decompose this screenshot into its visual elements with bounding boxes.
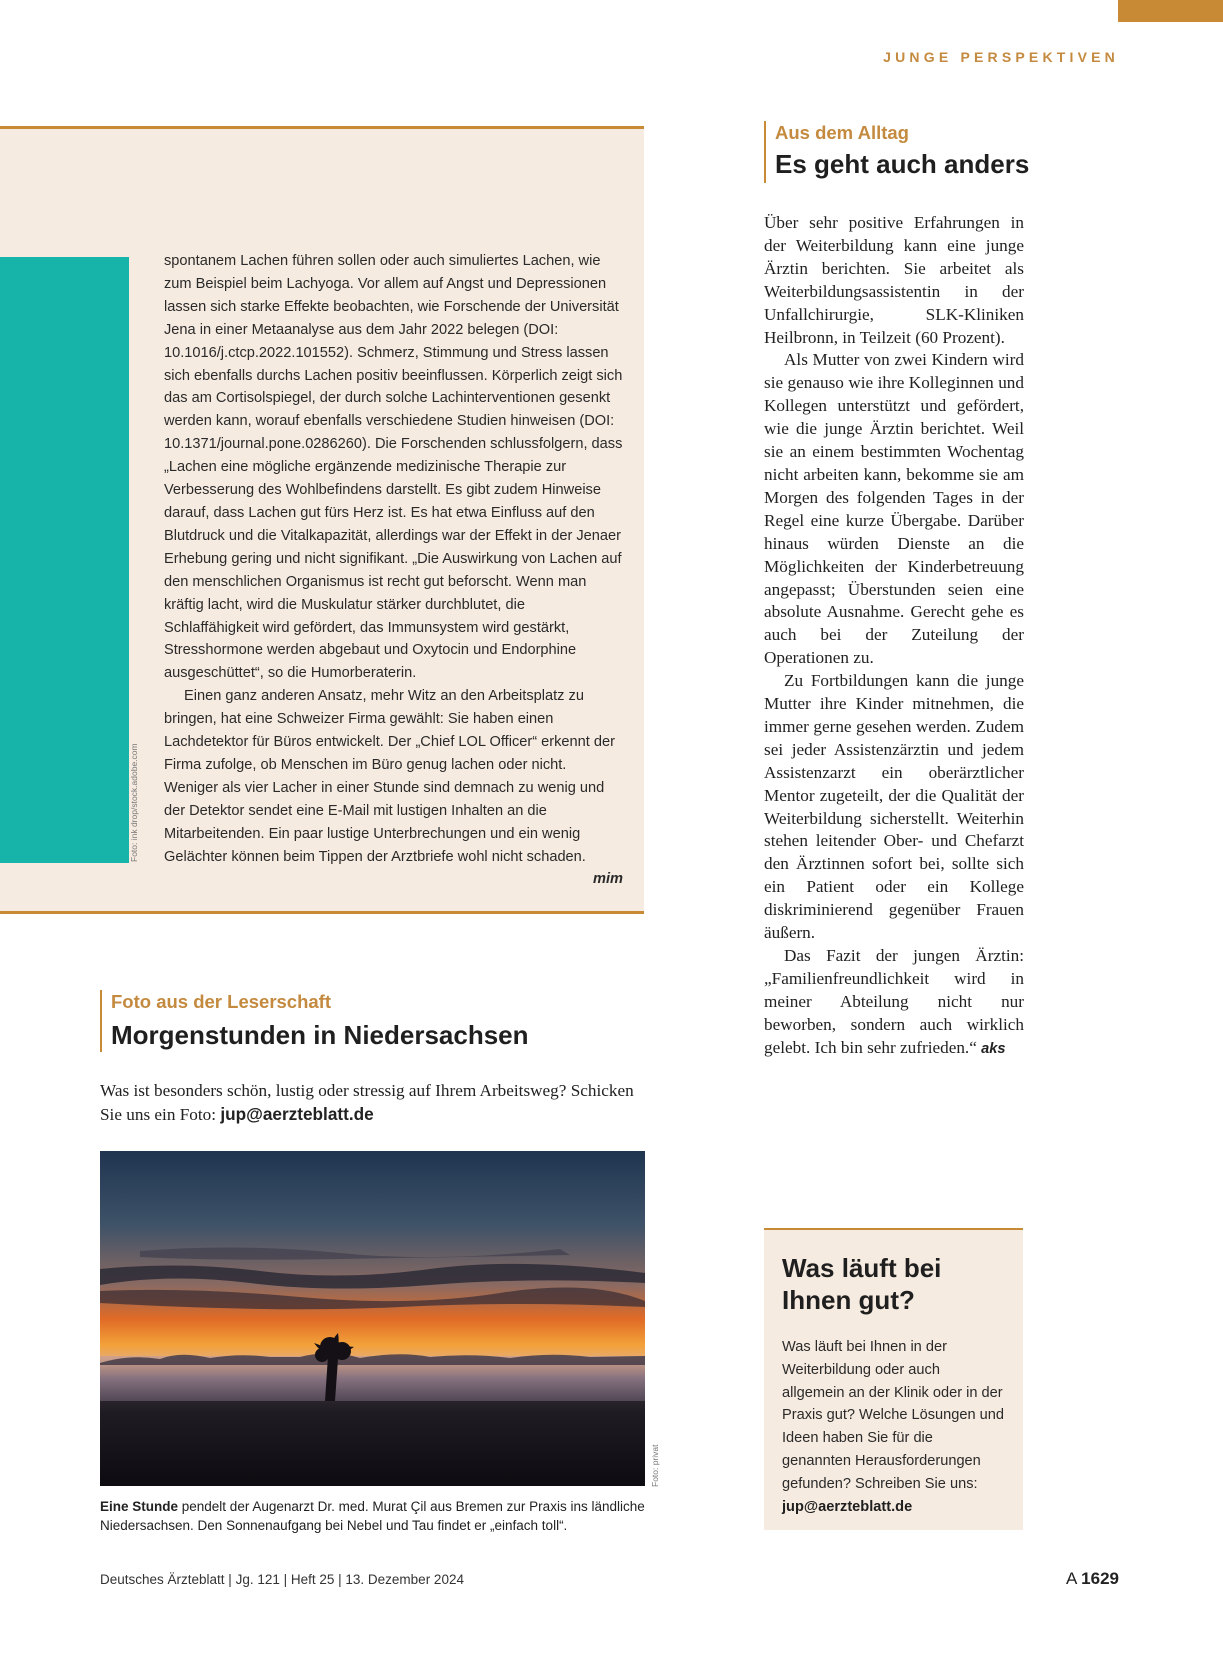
section-label: JUNGE PERSPEKTIVEN	[883, 49, 1119, 65]
footer-page-number	[1066, 1569, 1119, 1589]
right-article-kicker: Aus dem Alltag	[775, 122, 909, 143]
left-article-body	[164, 250, 623, 891]
page-number: 1629	[1081, 1569, 1119, 1588]
author-signature: mim	[592, 871, 623, 888]
left-paragraph-2-text: Einen ganz anderen Ansatz, mehr Witz an den Arbeitsplatz zu bringen, hat eine Schweizer Firma gewählt: Sie haben einen Lachdetektor für Büros entwickelt. Der „Chief LOL Officer“ erkennt der Firma zufolge, ob Menschen im Büro genug lachen oder nicht. Weniger als vier Lacher in einer Stunde sind demnach zu wenig und der Detektor sendet eine E-Mail mit lustigen Inhalten an die Mitarbeitenden. Ein paar lustige Unterbrechungen und ein wenig Gelächter können beim Tippen der Arztbriefe wohl nicht schaden.	[164, 688, 615, 865]
photo-email-link[interactable]: jup@aerzteblatt.de	[220, 1103, 374, 1124]
right-author-signature: aks	[981, 1040, 1006, 1057]
photo-caption	[100, 1497, 650, 1535]
callout-title: Was läuft bei Ihnen gut?	[782, 1253, 942, 1315]
photo-caption-text: pendelt der Augenarzt Dr. med. Murat Çil aus Bremen zur Praxis ins ländliche Niedersachsen. Den Sonnenaufgang bei Nebel und Tau findet er „einfach toll“.	[100, 1499, 645, 1533]
photo-section-kicker: Foto aus der Leserschaft	[111, 991, 332, 1012]
right-paragraph-4-text: Das Fazit der jungen Ärztin: „Familienfreundlichkeit wird in meiner Abteilung nicht nur beworben, sondern auch wirklich gelebt. Ich bin sehr zufrieden.“	[764, 946, 1024, 1057]
right-paragraph-1: Über sehr positive Erfahrungen in der Weiterbildung kann eine junge Ärztin berichten. Sie arbeitet als Weiterbildungsassistentin in der Unfallchirurgie, SLK-Kliniken Heilbronn, in Teilzeit (60 Prozent).	[764, 213, 1024, 347]
photo-intro	[100, 1080, 646, 1127]
photo-section-header	[100, 990, 529, 1052]
right-article-header	[764, 121, 1029, 183]
left-paragraph-1: spontanem Lachen führen sollen oder auch simuliertes Lachen, wie zum Beispiel beim Lachyoga. Vor allem auf Angst und Depressionen lassen sich starke Effekte beobachten, wie Forschende der Universität Jena in einer Metaanalyse aus dem Jahr 2022 belegen (DOI: 10.1016/j.ctcp.2022.101552). Schmerz, Stimmung und Stress lassen sich ebenfalls durchs Lachen positiv beeinflussen. Körperlich zeigt sich das am Cortisolspiegel, der durch solche Lachinterventionen gesenkt werden kann, worauf ebenfalls verschiedene Studien hinweisen (DOI: 10.1371/journal.pone.0286260). Die Forschenden schlussfolgern, dass „Lachen eine mögliche ergänzende medizinische Therapie zur Verbesserung des Wohlbefindens darstellt. Es gibt zudem Hinweise darauf, dass Lachen gut fürs Herz ist. Es hat etwa Einfluss auf den Blutdruck und die Vitalkapazität, allerdings war der Effekt in der Jenaer Erhebung gering und nicht signifikant. „Die Auswirkung von Lachen auf den menschlichen Organismus ist recht gut beforscht. Wenn man kräftig lacht, wird die Muskulatur stärker durchblutet, die Schlaffähigkeit wird gefördert, das Immunsystem wird gestärkt, Stresshormone werden abgebaut und Oxytocin und Endorphine ausgeschüttet“, so die Humorberaterin.	[164, 253, 623, 682]
left-paragraph-2	[164, 685, 623, 888]
teal-image-block	[0, 257, 129, 863]
sunrise-photo	[100, 1151, 645, 1486]
callout-text: Was läuft bei Ihnen in der Weiterbildung oder auch allgemein an der Klinik oder in der Praxis gut? Welche Lösungen und Ideen haben Sie für die genannten Herausforderungen gefunden? Schreiben Sie uns:	[782, 1339, 1005, 1492]
right-paragraph-3: Zu Fortbildungen kann die junge Mutter ihre Kinder mitnehmen, die immer gerne gesehen werden. Zudem sei jeder Assistenzärztin und jedem Assistenzarzt ein oberärztlicher Mentor zugeteilt, der die Qualität der Weiterbildung sicherstellt. Weiterhin stehen leitender Ober- und Chefarzt den Ärztinnen sofort bei, sollte sich ein Patient oder ein Kollege diskriminierend gegenüber Frauen äußern.	[764, 671, 1024, 943]
top-accent-bar	[1118, 0, 1223, 22]
right-paragraph-2: Als Mutter von zwei Kindern wird sie genauso wie ihre Kolleginnen und Kollegen unterstützt und gefördert, wie die junge Ärztin berichtet. Weil sie an einem bestimmten Wochentag nicht arbeiten kann, bekomme sie am Morgen des folgenden Tages in der Regel eine kurze Übergabe. Darüber hinaus würden Dienste an die Möglichkeiten der Kinderbetreuung angepasst; Überstunden seien eine absolute Ausnahme. Gerecht gehe es auch bei der Zuteilung der Operationen zu.	[764, 350, 1024, 668]
callout-box	[764, 1228, 1023, 1530]
photo-caption-bold: Eine Stunde	[100, 1499, 179, 1514]
footer-publication: Deutsches Ärzteblatt | Jg. 121 | Heft 25 | 13. Dezember 2024	[100, 1572, 464, 1587]
photo-intro-text: Was ist besonders schön, lustig oder stressig auf Ihrem Arbeitsweg? Schicken Sie uns ein Foto:	[100, 1081, 634, 1124]
page-prefix: A	[1066, 1569, 1077, 1588]
image-credit	[129, 844, 147, 862]
right-paragraph-4	[764, 945, 1024, 1061]
callout-email-link[interactable]: jup@aerzteblatt.de	[782, 1498, 913, 1515]
photo-credit: Foto: privat	[650, 1444, 660, 1487]
right-article-headline: Es geht auch anders	[775, 149, 1030, 179]
right-article-body	[764, 212, 1024, 1061]
photo-section-headline: Morgenstunden in Niedersachsen	[111, 1020, 529, 1050]
